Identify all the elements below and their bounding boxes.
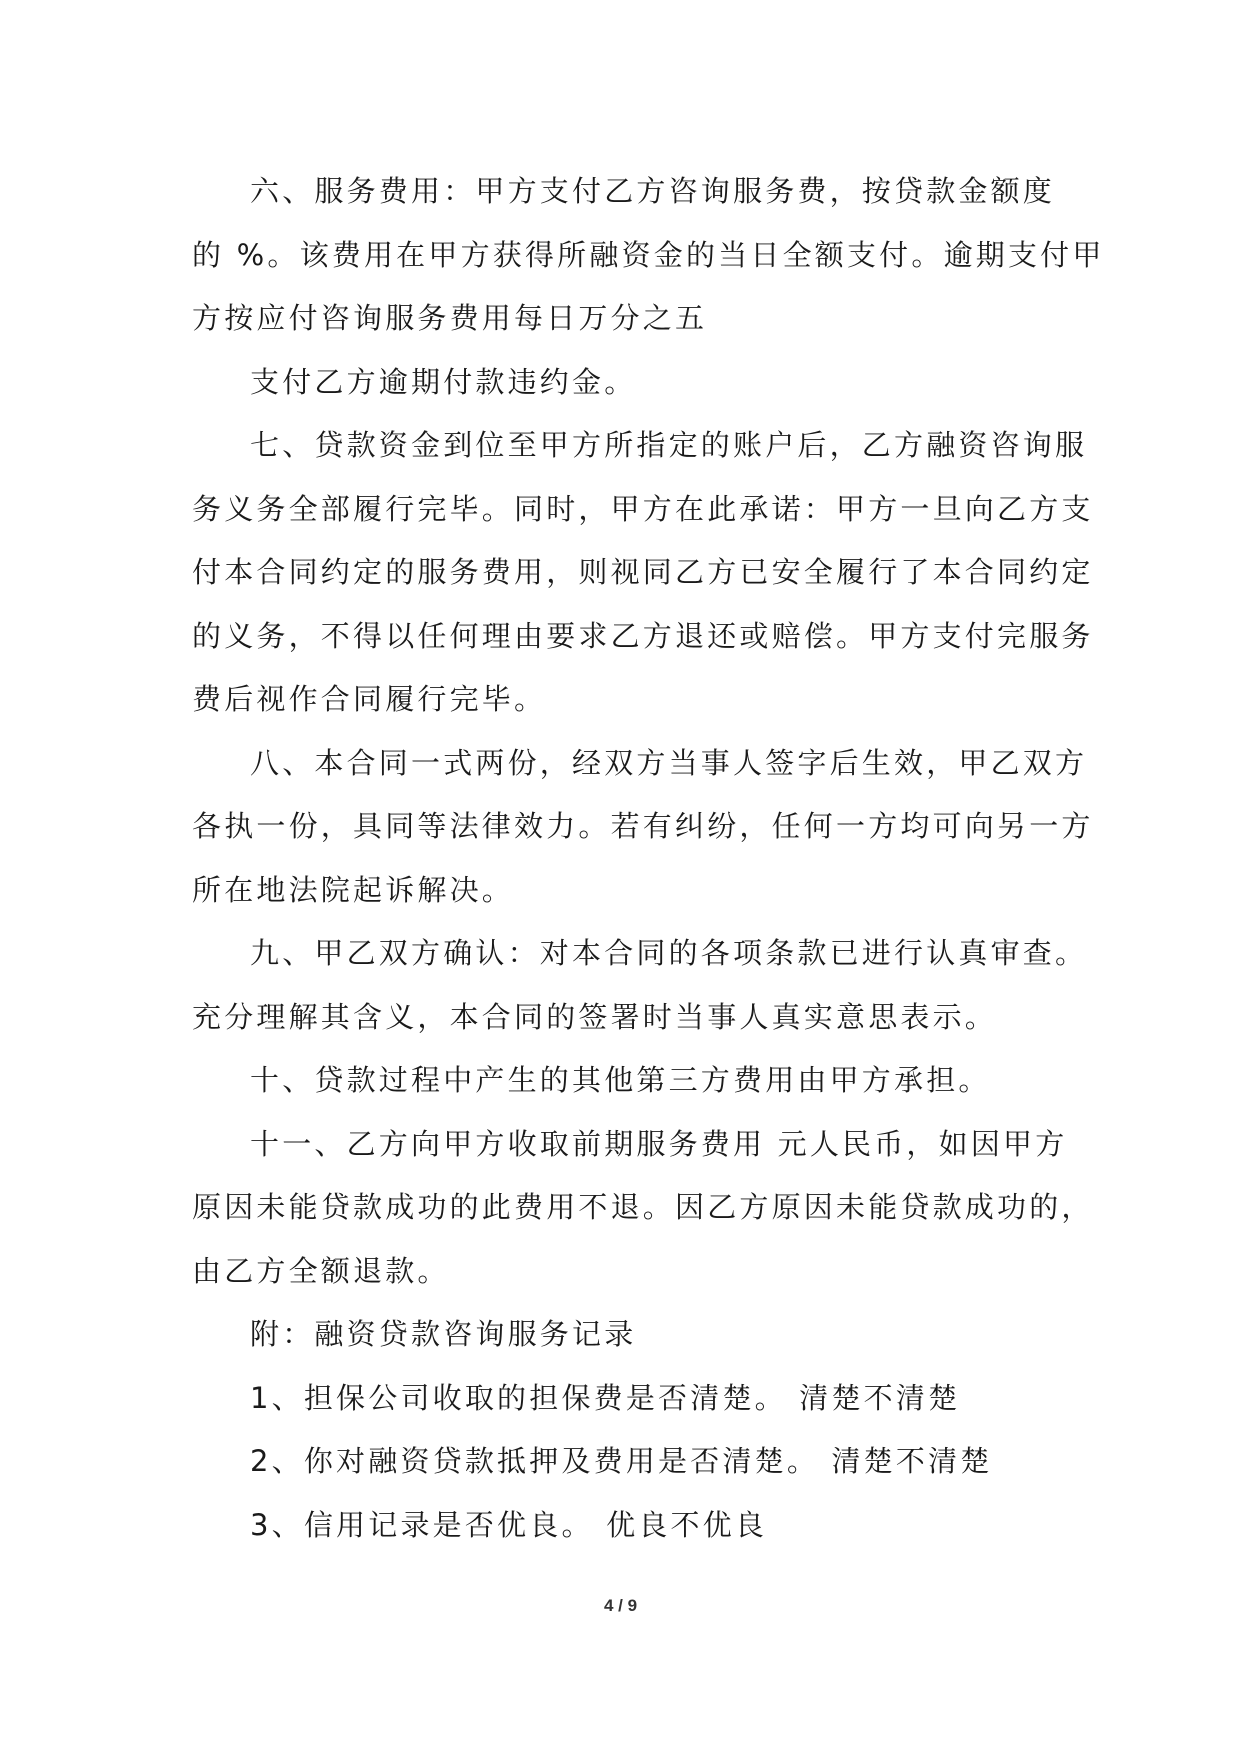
text-line: 费后视作合同履行完毕。 <box>192 682 547 716</box>
text-line: 八、本合同一式两份，经双方当事人签字后生效，甲乙双方 <box>250 745 1088 780</box>
text-line: 务义务全部履行完毕。同时，甲方在此承诺：甲方一旦向乙方支 <box>192 491 1094 526</box>
clause-8 <box>192 732 1094 923</box>
text-line: 原因未能贷款成功的此费用不退。因乙方原因未能贷款成功的， <box>192 1190 1094 1224</box>
text-line: 充分理解其含义，本合同的签署时当事人真实意思表示。 <box>192 999 998 1034</box>
text-line: 六、服务费用：甲方支付乙方咨询服务费，按贷款金额度 <box>250 174 1056 208</box>
text-line: 的 %。该费用在甲方获得所融资金的当日全额支付。逾期支付甲 <box>192 237 1105 272</box>
text-line: 3、信用记录是否优良。 优良不优良 <box>250 1507 768 1542</box>
appendix-heading <box>192 1303 1052 1367</box>
text-line: 十一、乙方向甲方收取前期服务费用 元人民币，如因甲方 <box>250 1126 1068 1161</box>
clause-6 <box>192 160 1105 351</box>
clause-11 <box>192 1113 1094 1304</box>
page-number: 4 / 9 <box>603 1596 638 1615</box>
record-item-1 <box>192 1367 1052 1431</box>
clause-6-continued <box>192 351 1052 415</box>
text-line: 十、贷款过程中产生的其他第三方费用由甲方承担。 <box>250 1063 991 1097</box>
clause-7 <box>192 414 1094 732</box>
clause-10 <box>192 1049 1052 1113</box>
text-line: 方按应付咨询服务费用每日万分之五 <box>192 301 708 335</box>
text-line: 七、贷款资金到位至甲方所指定的账户后，乙方融资咨询服 <box>250 428 1088 462</box>
record-item-2 <box>192 1430 1052 1494</box>
text-line: 附：融资贷款咨询服务记录 <box>250 1317 637 1351</box>
text-line: 1、担保公司收取的担保费是否清楚。 清楚不清楚 <box>250 1380 961 1415</box>
text-line: 各执一份，具同等法律效力。若有纠纷，任何一方均可向另一方 <box>192 809 1094 843</box>
text-line: 支付乙方逾期付款违约金。 <box>250 364 637 399</box>
text-line: 付本合同约定的服务费用，则视同乙方已安全履行了本合同约定 <box>192 555 1094 589</box>
document-body <box>192 160 1105 1557</box>
record-item-3 <box>192 1494 1052 1558</box>
text-line: 九、甲乙双方确认：对本合同的各项条款已进行认真审查。 <box>250 936 1088 970</box>
text-line: 的义务，不得以任何理由要求乙方退还或赔偿。甲方支付完服务 <box>192 618 1094 653</box>
text-line: 由乙方全额退款。 <box>192 1253 450 1288</box>
text-line: 2、你对融资贷款抵押及费用是否清楚。 清楚不清楚 <box>250 1444 993 1478</box>
text-line: 所在地法院起诉解决。 <box>192 872 515 907</box>
clause-9 <box>192 922 1088 1049</box>
